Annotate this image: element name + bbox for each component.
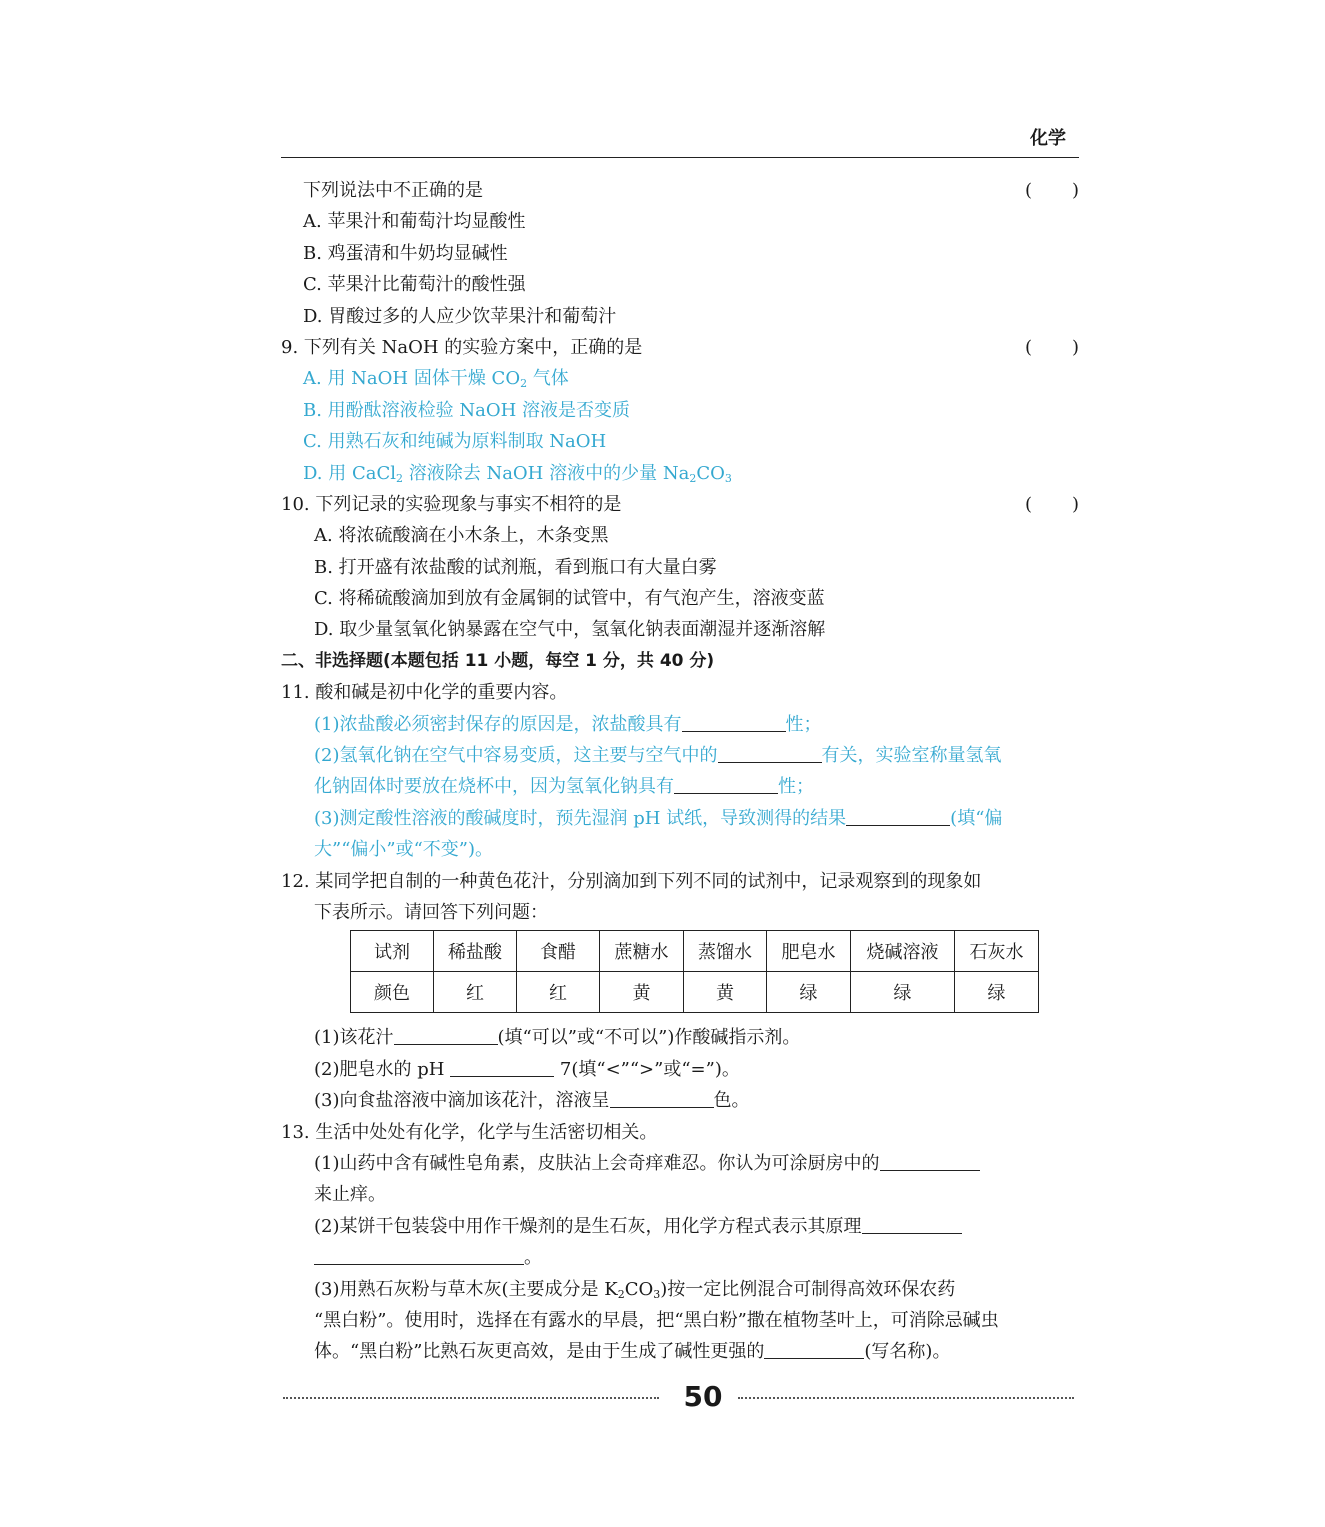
q13-part2-cont: 。	[281, 1242, 1079, 1273]
q11-part3-cont: 大”“偏小”或“不变”)。	[314, 839, 494, 861]
answer-blank[interactable]	[394, 1022, 498, 1045]
table-cell: 红	[434, 972, 517, 1013]
q12-part1: (1)该花汁 (填“可以”或“不可以”)作酸碱指示剂。	[281, 1022, 1079, 1053]
q10-stem-text: 10. 下列记录的实验现象与事实不相符的是	[281, 493, 622, 515]
q12-part2: (2)肥皂水的 pH 7(填“<”“>”或“=”)。	[281, 1054, 1079, 1085]
q10-answer-paren: ( )	[1024, 493, 1079, 515]
q9-option-b: B. 用酚酞溶液检验 NaOH 溶液是否变质	[303, 399, 631, 421]
q13-part3: (3)用熟石灰粉与草木灰(主要成分是 $K_2CO_3$)按一定比例混合可制得高效环保农药	[314, 1278, 956, 1301]
q9-option-c: C. 用熟石灰和纯碱为原料制取 NaOH	[303, 431, 607, 453]
table-cell: 绿	[851, 972, 955, 1013]
q13-part3-cont: “黑白粉”。使用时，选择在有露水的早晨，把“黑白粉”撒在植物茎叶上，可消除忌碱虫	[314, 1309, 999, 1331]
table-row	[351, 972, 1039, 1013]
answer-blank[interactable]	[610, 1085, 714, 1108]
answer-blank[interactable]	[682, 709, 786, 732]
q8-option-a: A. 苹果汁和葡萄汁均显酸性	[303, 211, 526, 233]
q13-part1-cont: 来止痒。	[314, 1184, 386, 1206]
header-rule	[281, 157, 1079, 158]
table-cell: 红	[517, 972, 600, 1013]
answer-blank[interactable]	[764, 1336, 864, 1359]
q9-answer-paren: ( )	[1024, 336, 1079, 358]
footer-divider-left	[283, 1397, 659, 1399]
q11-stem: 11. 酸和碱是初中化学的重要内容。	[281, 682, 568, 704]
q12-part3: (3)向食盐溶液中滴加该花汁，溶液呈 色。	[281, 1085, 1079, 1116]
q12-table-wrap	[281, 928, 1079, 1022]
table-cell: 石灰水	[955, 931, 1039, 972]
q13-stem: 13. 生活中处处有化学，化学与生活密切相关。	[281, 1121, 658, 1143]
answer-blank[interactable]	[846, 803, 950, 826]
q10-option-a: A. 将浓硫酸滴在小木条上，木条变黑	[314, 525, 609, 547]
table-cell: 蒸馏水	[684, 931, 767, 972]
q13-part1: (1)山药中含有碱性皂角素，皮肤沾上会奇痒难忍。你认为可涂厨房中的	[281, 1148, 1079, 1179]
table-cell: 稀盐酸	[434, 931, 517, 972]
section-title: 二、非选择题(本题包括 11 小题，每空 1 分，共 40 分)	[281, 650, 715, 671]
page-number: 50	[683, 1380, 723, 1413]
q10-option-c: C. 将稀硫酸滴加到放有金属铜的试管中，有气泡产生，溶液变蓝	[314, 588, 825, 610]
q8-stem-text: 下列说法中不正确的是	[303, 180, 483, 201]
table-cell: 黄	[684, 972, 767, 1013]
table-cell: 黄	[600, 972, 684, 1013]
q11-part2: (2)氢氧化钠在空气中容易变质，这主要与空气中的 有关，实验室称量氢氧	[281, 740, 1079, 771]
table-cell: 试剂	[351, 931, 434, 972]
q9-stem	[281, 332, 1079, 363]
q10-option-d: D. 取少量氢氧化钠暴露在空气中，氢氧化钠表面潮湿并逐渐溶解	[314, 619, 826, 641]
q9-option-d: D. 用 CaCl$_2$ 溶液除去 NaOH 溶液中的少量 $Na_2CO_3$	[303, 462, 732, 485]
table-cell: 绿	[767, 972, 851, 1013]
q8-option-d: D. 胃酸过多的人应少饮苹果汁和葡萄汁	[303, 305, 617, 327]
answer-blank[interactable]	[674, 771, 778, 794]
answer-blank[interactable]	[314, 1242, 524, 1265]
q8-option-b: B. 鸡蛋清和牛奶均显碱性	[303, 242, 508, 264]
q13-part2: (2)某饼干包装袋中用作干燥剂的是生石灰，用化学方程式表示其原理	[281, 1211, 1079, 1242]
table-cell: 肥皂水	[767, 931, 851, 972]
table-cell: 绿	[955, 972, 1039, 1013]
reagent-color-table	[350, 930, 1039, 1013]
q12-stem-cont: 下表所示。请回答下列问题：	[314, 901, 548, 923]
answer-blank[interactable]	[450, 1054, 554, 1077]
table-cell: 颜色	[351, 972, 434, 1013]
q13-part3-cont2: 体。“黑白粉”比熟石灰更高效，是由于生成了碱性更强的 (写名称)。	[281, 1336, 1079, 1367]
footer-divider-right	[738, 1397, 1074, 1399]
q8-answer-paren: ( )	[1024, 180, 1079, 201]
q11-part2-cont: 化钠固体时要放在烧杯中，因为氢氧化钠具有 性；	[281, 771, 1079, 802]
answer-blank[interactable]	[718, 740, 822, 763]
q8-stem	[281, 175, 1079, 206]
q8-option-c: C. 苹果汁比葡萄汁的酸性强	[303, 274, 526, 296]
q11-part1: (1)浓盐酸必须密封保存的原因是，浓盐酸具有 性；	[281, 709, 1079, 740]
q10-stem	[281, 489, 1079, 520]
q12-stem: 12. 某同学把自制的一种黄色花汁，分别滴加到下列不同的试剂中，记录观察到的现象如	[281, 870, 982, 892]
q9-option-a: A. 用 NaOH 固体干燥 $CO_2$ 气体	[303, 368, 569, 391]
answer-blank[interactable]	[862, 1211, 962, 1234]
q10-option-b: B. 打开盛有浓盐酸的试剂瓶，看到瓶口有大量白雾	[314, 556, 717, 578]
q9-stem-text: 9. 下列有关 NaOH 的实验方案中，正确的是	[281, 336, 643, 358]
subject-header: 化学	[1030, 128, 1066, 149]
answer-blank[interactable]	[880, 1148, 980, 1171]
table-cell: 食醋	[517, 931, 600, 972]
table-cell: 烧碱溶液	[851, 931, 955, 972]
q11-part3: (3)测定酸性溶液的酸碱度时，预先湿润 pH 试纸，导致测得的结果 (填“偏	[281, 803, 1079, 834]
table-cell: 蔗糖水	[600, 931, 684, 972]
table-header-row	[351, 931, 1039, 972]
page-content	[281, 175, 1079, 1368]
